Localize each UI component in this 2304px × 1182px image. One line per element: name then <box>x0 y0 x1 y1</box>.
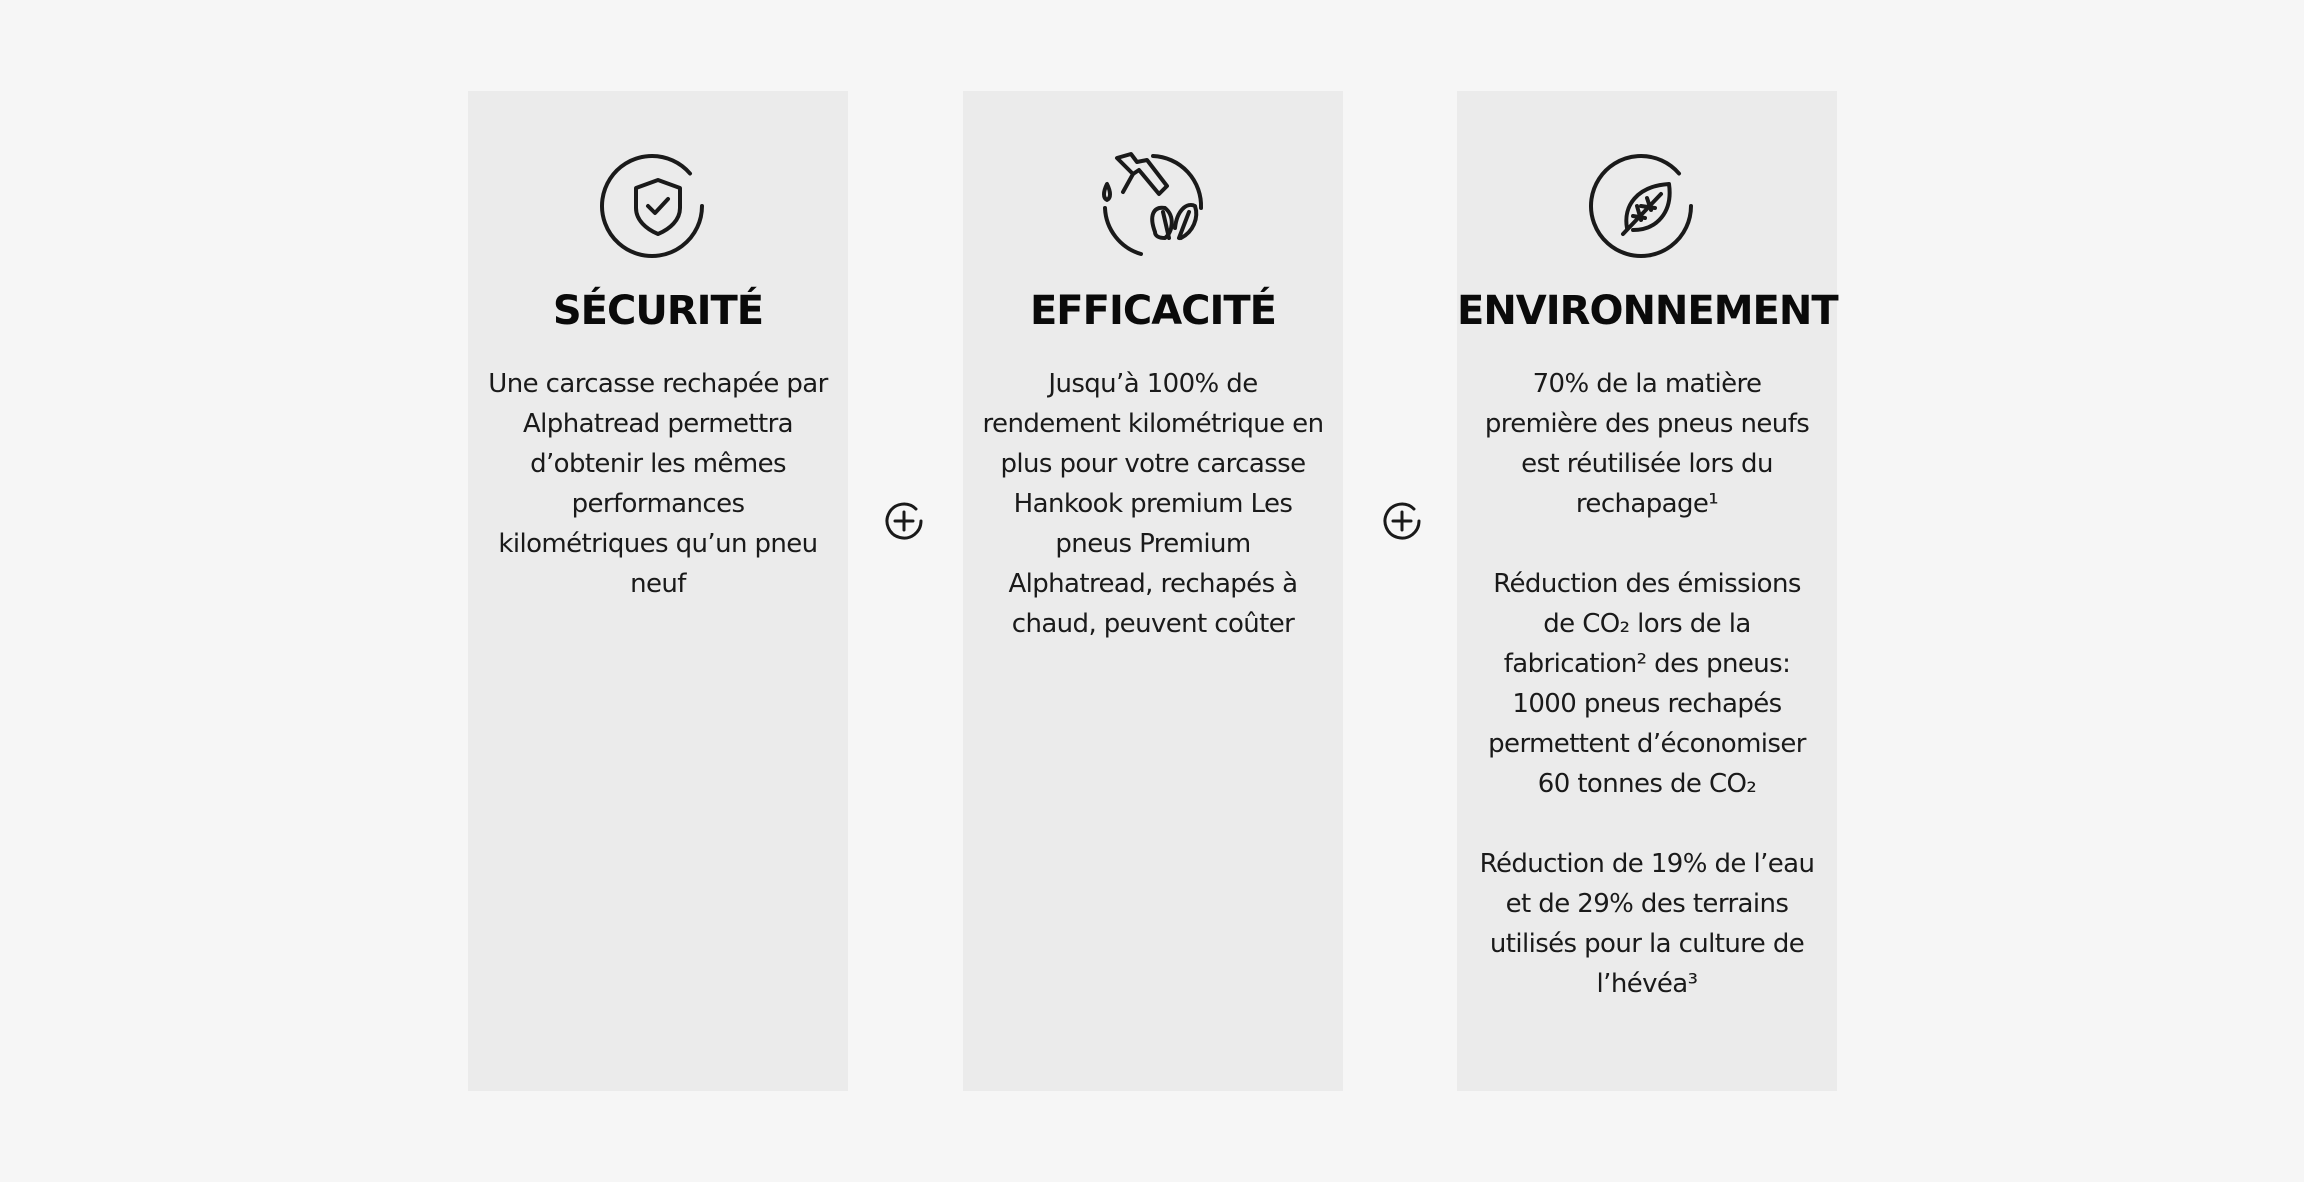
leaf-icon <box>1587 146 1707 266</box>
card-title: SÉCURITÉ <box>552 288 764 334</box>
card-body <box>1475 364 1819 1004</box>
card-paragraph: 70% de la matière première des pneus neufs est réutilisée lors du rechapage¹ <box>1484 369 1810 519</box>
shield-check-icon <box>598 146 718 266</box>
card-body <box>486 364 830 604</box>
card-title: ENVIRONNEMENT <box>1457 288 1838 334</box>
feature-card-securite <box>468 91 848 1091</box>
card-paragraph: Jusqu’à 100% de rendement kilométrique en plus pour votre carcasse Hankook premium Les pneus Premium Alphatread, rechapés à chaud, peuvent coûter <box>982 369 1324 639</box>
card-body <box>981 364 1325 644</box>
feature-card-efficacite <box>963 91 1343 1091</box>
feature-card-environnement <box>1457 91 1837 1091</box>
plus-circle-icon <box>1381 500 1423 542</box>
card-paragraph: Une carcasse rechapée par Alphatread permettra d’obtenir les mêmes performances kilométriques qu’un pneu neuf <box>488 369 828 599</box>
card-title: EFFICACITÉ <box>1029 288 1276 334</box>
plus-circle-icon <box>883 500 925 542</box>
card-paragraph: Réduction des émissions de CO₂ lors de la fabrication² des pneus: 1000 pneus rechapés permettent d’économiser 60 tonnes de CO₂ <box>1488 569 1806 799</box>
card-paragraph: Réduction de 19% de l’eau et de 29% des terrains utilisés pour la culture de l’hévéa³ <box>1479 849 1815 999</box>
fuel-leaf-icon <box>1093 146 1213 266</box>
